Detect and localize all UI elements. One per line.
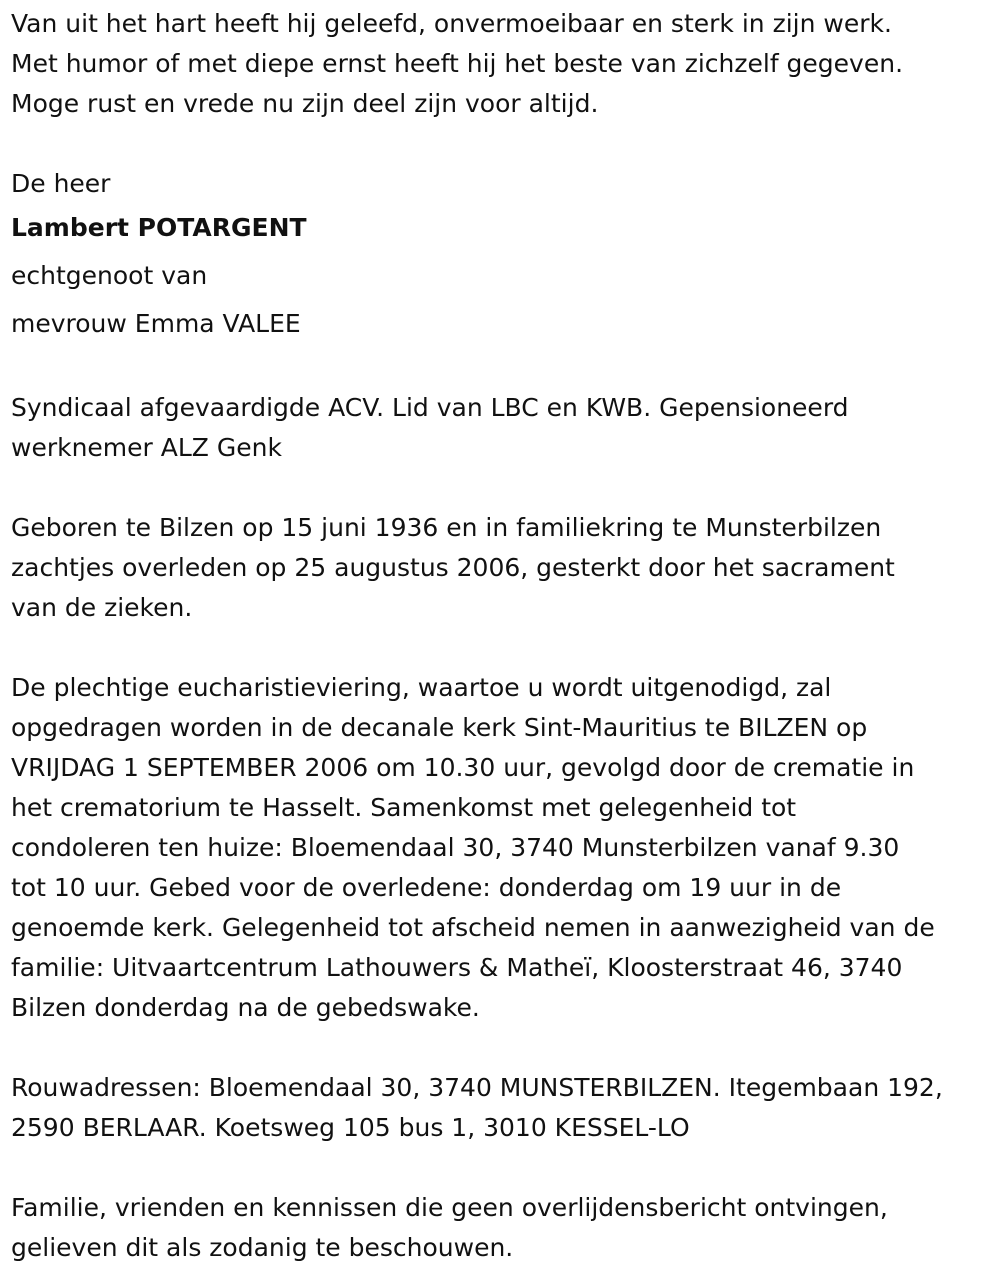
- ceremony-line: condoleren ten huize: Bloemendaal 30, 3740 Munsterbilzen vanaf 9.30: [11, 833, 900, 862]
- ceremony-line: genoemde kerk. Gelegenheid tot afscheid nemen in aanwezigheid van de: [11, 913, 935, 942]
- ceremony-line: opgedragen worden in de decanale kerk Sint-Mauritius te BILZEN op: [11, 713, 868, 742]
- paragraph-gap: [11, 468, 991, 508]
- closing-line: Familie, vrienden en kennissen die geen overlijdensbericht ontvingen,: [11, 1193, 888, 1222]
- intro-line: Van uit het hart heeft hij geleefd, onvermoeibaar en sterk in zijn werk.: [11, 9, 892, 38]
- obituary-document: [11, 4, 991, 1268]
- ceremony-paragraph: [11, 668, 991, 1028]
- intro-line: Moge rust en vrede nu zijn deel zijn voor altijd.: [11, 89, 599, 118]
- deceased-name: Lambert POTARGENT: [11, 213, 307, 242]
- intro-line: Met humor of met diepe ernst heeft hij het beste van zichzelf gegeven.: [11, 49, 904, 78]
- paragraph-gap: [11, 1028, 991, 1068]
- ceremony-line: het crematorium te Hasselt. Samenkomst met gelegenheid tot: [11, 793, 797, 822]
- birth-death-paragraph: [11, 508, 991, 628]
- paragraph-gap: [11, 124, 991, 164]
- paragraph-gap: [11, 1148, 991, 1188]
- ceremony-line: VRIJDAG 1 SEPTEMBER 2006 om 10.30 uur, gevolgd door de crematie in: [11, 753, 915, 782]
- paragraph-gap: [11, 628, 991, 668]
- birth-death-line: Geboren te Bilzen op 15 juni 1936 en in familiekring te Munsterbilzen: [11, 513, 882, 542]
- addresses-line: 2590 BERLAAR. Koetsweg 105 bus 1, 3010 KESSEL-LO: [11, 1113, 690, 1142]
- birth-death-line: van de zieken.: [11, 593, 193, 622]
- occupation-line: Syndicaal afgevaardigde ACV. Lid van LBC en KWB. Gepensioneerd: [11, 393, 849, 422]
- deceased-title: De heer: [11, 169, 111, 198]
- deceased-spouse: mevrouw Emma VALEE: [11, 309, 301, 338]
- ceremony-line: familie: Uitvaartcentrum Lathouwers & Matheï, Kloosterstraat 46, 3740: [11, 953, 903, 982]
- addresses-paragraph: [11, 1068, 991, 1148]
- closing-paragraph: [11, 1188, 991, 1268]
- occupation-paragraph: [11, 388, 991, 468]
- addresses-line: Rouwadressen: Bloemendaal 30, 3740 MUNSTERBILZEN. Itegembaan 192,: [11, 1073, 943, 1102]
- ceremony-line: tot 10 uur. Gebed voor de overledene: donderdag om 19 uur in de: [11, 873, 842, 902]
- deceased-relation: echtgenoot van: [11, 261, 208, 290]
- ceremony-line: Bilzen donderdag na de gebedswake.: [11, 993, 480, 1022]
- closing-line: gelieven dit als zodanig te beschouwen.: [11, 1233, 514, 1262]
- intro-paragraph: [11, 4, 991, 124]
- ceremony-line: De plechtige eucharistieviering, waartoe u wordt uitgenodigd, zal: [11, 673, 832, 702]
- paragraph-gap: [11, 348, 991, 388]
- deceased-block: [11, 164, 991, 348]
- birth-death-line: zachtjes overleden op 25 augustus 2006, gesterkt door het sacrament: [11, 553, 895, 582]
- occupation-line: werknemer ALZ Genk: [11, 433, 282, 462]
